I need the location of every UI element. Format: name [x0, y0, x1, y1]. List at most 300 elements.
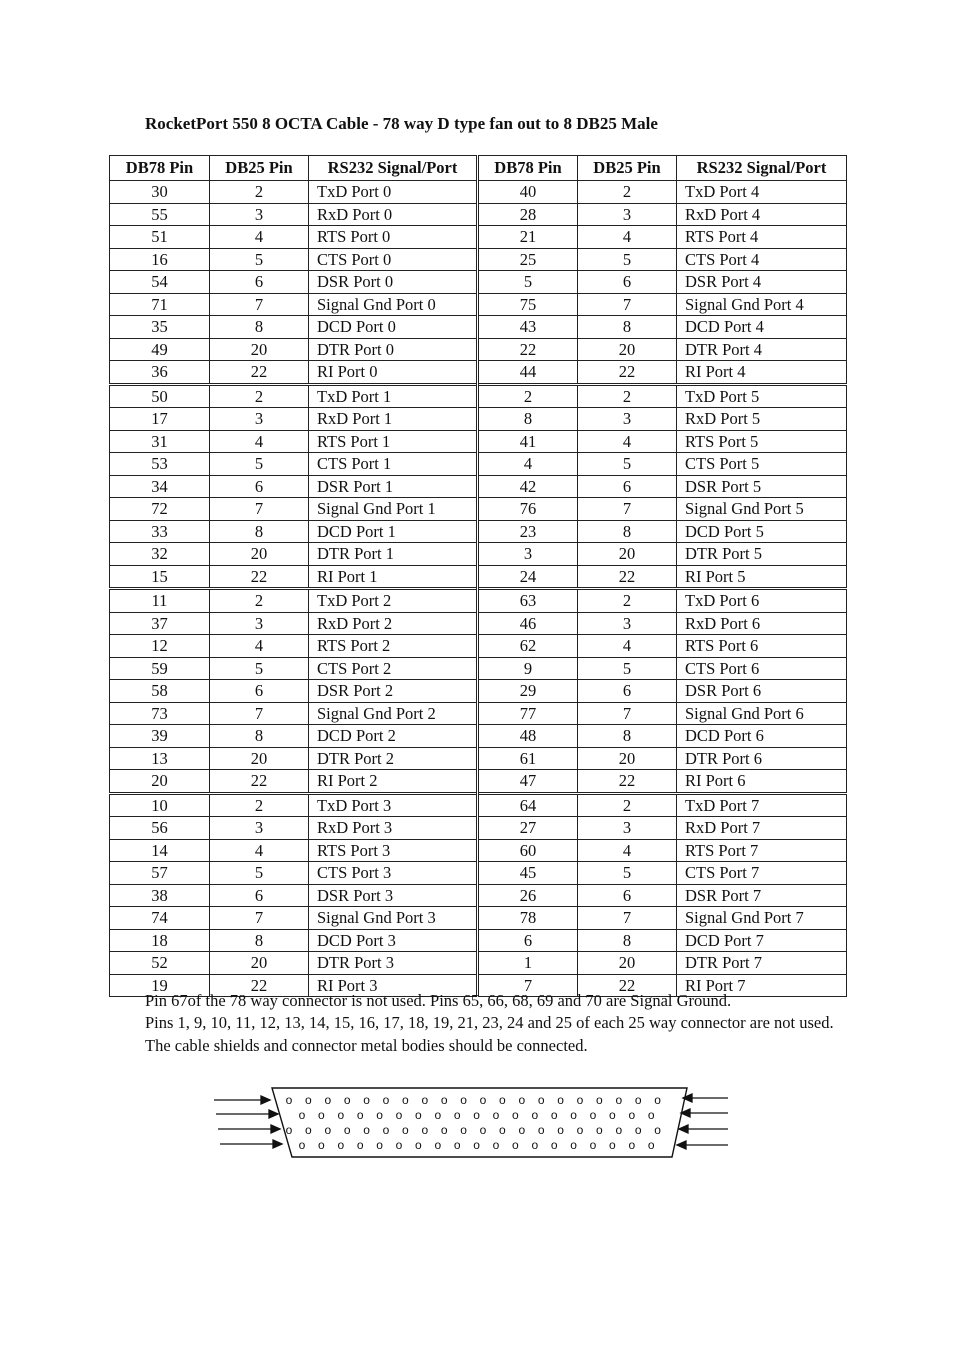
- connector-pin: o: [318, 1138, 325, 1152]
- db25-pin-cell: 6: [578, 271, 677, 294]
- table-row: [110, 725, 847, 748]
- connector-pin: o: [440, 1093, 448, 1107]
- signal-cell: DTR Port 5: [677, 543, 847, 566]
- db25-pin-cell: 8: [578, 725, 677, 748]
- db78-pin-cell: 47: [478, 770, 578, 794]
- db25-pin-cell: 22: [578, 770, 677, 794]
- db25-pin-cell: 4: [210, 430, 309, 453]
- db25-pin-cell: 5: [210, 248, 309, 271]
- table-row: [110, 203, 847, 226]
- connector-pin: o: [609, 1108, 616, 1122]
- table-row: [110, 408, 847, 431]
- signal-cell: RI Port 3: [309, 974, 478, 997]
- db78-pin-cell: 41: [478, 430, 578, 453]
- db78-pin-cell: 76: [478, 498, 578, 521]
- signal-cell: CTS Port 4: [677, 248, 847, 271]
- signal-cell: DCD Port 5: [677, 520, 847, 543]
- db25-pin-cell: 20: [578, 338, 677, 361]
- db25-pin-cell: 22: [210, 565, 309, 589]
- db25-pin-cell: 20: [210, 543, 309, 566]
- db25-pin-cell: 6: [578, 475, 677, 498]
- db25-pin-cell: 20: [578, 543, 677, 566]
- table-row: [110, 839, 847, 862]
- db78-pin-cell: 33: [110, 520, 210, 543]
- signal-cell: Signal Gnd Port 1: [309, 498, 478, 521]
- connector-pin: o: [550, 1138, 558, 1152]
- connector-pin: o: [634, 1093, 642, 1107]
- connector-pin: o: [453, 1138, 461, 1152]
- db78-pin-cell: 45: [478, 862, 578, 885]
- db25-pin-cell: 8: [578, 520, 677, 543]
- connector-pin: o: [376, 1138, 383, 1152]
- connector-pin: o: [499, 1123, 506, 1137]
- db25-pin-cell: 7: [210, 702, 309, 725]
- db78-pin-cell: 75: [478, 293, 578, 316]
- connector-pin: o: [298, 1108, 306, 1122]
- db25-pin-cell: 6: [210, 884, 309, 907]
- table-row: [110, 226, 847, 249]
- db25-pin-cell: 7: [210, 907, 309, 930]
- db25-pin-cell: 5: [578, 657, 677, 680]
- signal-cell: Signal Gnd Port 5: [677, 498, 847, 521]
- connector-pin: o: [589, 1108, 597, 1122]
- signal-cell: TxD Port 7: [677, 793, 847, 817]
- table-row: [110, 498, 847, 521]
- connector-pin: o: [531, 1108, 539, 1122]
- db78-pin-cell: 36: [110, 361, 210, 385]
- db25-pin-cell: 5: [210, 453, 309, 476]
- db78-pin-cell: 71: [110, 293, 210, 316]
- signal-cell: RI Port 6: [677, 770, 847, 794]
- arrow-head-icon: [271, 1125, 280, 1133]
- table-row: [110, 248, 847, 271]
- connector-pin: o: [570, 1138, 577, 1152]
- signal-cell: TxD Port 6: [677, 589, 847, 613]
- db25-pin-cell: 2: [578, 181, 677, 204]
- table-row: [110, 635, 847, 658]
- connector-pin: o: [363, 1123, 370, 1137]
- connector-pin: o: [453, 1108, 461, 1122]
- signal-cell: CTS Port 5: [677, 453, 847, 476]
- table-row: [110, 565, 847, 589]
- db25-pin-cell: 6: [210, 680, 309, 703]
- signal-cell: RTS Port 5: [677, 430, 847, 453]
- table-row: [110, 589, 847, 613]
- table-row: [110, 338, 847, 361]
- signal-cell: DCD Port 4: [677, 316, 847, 339]
- signal-cell: RTS Port 7: [677, 839, 847, 862]
- table-row: [110, 316, 847, 339]
- header-db78-pin: DB78 Pin: [110, 156, 210, 181]
- db78-pin-cell: 51: [110, 226, 210, 249]
- db25-pin-cell: 8: [210, 316, 309, 339]
- db78-pin-cell: 74: [110, 907, 210, 930]
- db25-pin-cell: 22: [578, 361, 677, 385]
- signal-cell: TxD Port 0: [309, 181, 478, 204]
- arrow-head-icon: [269, 1110, 278, 1118]
- db78-pin-cell: 62: [478, 635, 578, 658]
- signal-cell: DSR Port 2: [309, 680, 478, 703]
- signal-cell: CTS Port 2: [309, 657, 478, 680]
- db25-pin-cell: 6: [578, 680, 677, 703]
- db78-pin-cell: 2: [478, 384, 578, 408]
- connector-pin: o: [550, 1108, 558, 1122]
- db78-pin-cell: 38: [110, 884, 210, 907]
- signal-cell: RI Port 4: [677, 361, 847, 385]
- db25-pin-cell: 4: [578, 635, 677, 658]
- table-row: [110, 770, 847, 794]
- table-row: [110, 747, 847, 770]
- note-unused-25-pins: Pins 1, 9, 10, 11, 12, 13, 14, 15, 16, 17, 18, 19, 21, 23, 24 and 25 of each 25 way connector are not used.: [145, 1013, 834, 1033]
- note-unused-78-pin: Pin 67of the 78 way connector is not used. Pins 65, 66, 68, 69 and 70 are Signal Ground.: [145, 991, 732, 1010]
- db25-pin-cell: 7: [578, 702, 677, 725]
- table-row: [110, 793, 847, 817]
- signal-cell: CTS Port 0: [309, 248, 478, 271]
- db78-pin-cell: 23: [478, 520, 578, 543]
- db25-pin-cell: 8: [210, 520, 309, 543]
- connector-pins: [286, 1093, 662, 1152]
- db78-pin-cell: 1: [478, 952, 578, 975]
- db78-pin-cell: 77: [478, 702, 578, 725]
- connector-pin: o: [285, 1093, 293, 1107]
- table-row: [110, 702, 847, 725]
- db78-pin-cell: 28: [478, 203, 578, 226]
- signal-cell: RxD Port 0: [309, 203, 478, 226]
- db25-pin-cell: 20: [210, 747, 309, 770]
- connector-pin: o: [596, 1123, 603, 1137]
- table-row: [110, 612, 847, 635]
- connector-pin: o: [460, 1093, 467, 1107]
- signal-cell: RTS Port 0: [309, 226, 478, 249]
- db25-pin-cell: 8: [210, 929, 309, 952]
- signal-cell: DSR Port 0: [309, 271, 478, 294]
- db25-pin-cell: 20: [578, 952, 677, 975]
- db78-pin-cell: 43: [478, 316, 578, 339]
- db25-pin-cell: 3: [578, 612, 677, 635]
- connector-pin: o: [473, 1108, 480, 1122]
- signal-cell: DTR Port 3: [309, 952, 478, 975]
- signal-cell: DSR Port 6: [677, 680, 847, 703]
- table-row: [110, 181, 847, 204]
- signal-cell: Signal Gnd Port 3: [309, 907, 478, 930]
- db25-pin-cell: 2: [578, 589, 677, 613]
- signal-cell: RxD Port 3: [309, 817, 478, 840]
- signal-cell: DTR Port 0: [309, 338, 478, 361]
- signal-cell: DTR Port 7: [677, 952, 847, 975]
- db78-pin-cell: 53: [110, 453, 210, 476]
- signal-cell: DTR Port 2: [309, 747, 478, 770]
- db78-pin-cell: 44: [478, 361, 578, 385]
- connector-pin: o: [285, 1123, 293, 1137]
- connector-pin: o: [654, 1093, 661, 1107]
- connector-pin: o: [440, 1123, 448, 1137]
- signal-cell: TxD Port 4: [677, 181, 847, 204]
- connector-pin: o: [343, 1093, 351, 1107]
- signal-cell: DSR Port 4: [677, 271, 847, 294]
- db78-pin-cell: 63: [478, 589, 578, 613]
- db25-pin-cell: 4: [578, 839, 677, 862]
- db78-pin-cell: 30: [110, 181, 210, 204]
- signal-cell: RI Port 1: [309, 565, 478, 589]
- connector-pin: o: [576, 1123, 584, 1137]
- note-shields: The cable shields and connector metal bodies should be connected.: [145, 1035, 588, 1055]
- signal-cell: DTR Port 6: [677, 747, 847, 770]
- connector-pin: o: [589, 1138, 597, 1152]
- db25-pin-cell: 3: [578, 408, 677, 431]
- signal-cell: CTS Port 1: [309, 453, 478, 476]
- db78-pin-cell: 42: [478, 475, 578, 498]
- db78-pin-cell: 9: [478, 657, 578, 680]
- header-db25-pin: DB25 Pin: [210, 156, 309, 181]
- signal-cell: RTS Port 2: [309, 635, 478, 658]
- db25-pin-cell: 4: [210, 635, 309, 658]
- db78-pin-cell: 35: [110, 316, 210, 339]
- table-row: [110, 680, 847, 703]
- db78-pin-cell: 26: [478, 884, 578, 907]
- notes: [145, 990, 835, 1057]
- signal-cell: Signal Gnd Port 7: [677, 907, 847, 930]
- db78-pin-cell: 22: [478, 338, 578, 361]
- db78-pin-cell: 48: [478, 725, 578, 748]
- page-title: RocketPort 550 8 OCTA Cable - 78 way D type fan out to 8 DB25 Male: [145, 114, 658, 133]
- table-row: [110, 453, 847, 476]
- signal-cell: RTS Port 3: [309, 839, 478, 862]
- db25-pin-cell: 22: [578, 974, 677, 997]
- connector-pin: o: [415, 1108, 422, 1122]
- db25-pin-cell: 7: [578, 498, 677, 521]
- connector-pin: o: [570, 1108, 577, 1122]
- connector-pin: o: [434, 1108, 442, 1122]
- db78-pin-cell: 5: [478, 271, 578, 294]
- connector-pin: o: [305, 1123, 312, 1137]
- connector-pin: o: [337, 1138, 345, 1152]
- connector-pin: o: [343, 1123, 351, 1137]
- db25-pin-cell: 8: [578, 929, 677, 952]
- db78-pin-cell: 52: [110, 952, 210, 975]
- db25-pin-cell: 3: [210, 203, 309, 226]
- db78-pin-cell: 78: [478, 907, 578, 930]
- table-row: [110, 475, 847, 498]
- connector-pin: o: [492, 1108, 500, 1122]
- db25-pin-cell: 22: [210, 361, 309, 385]
- connector-pin: o: [324, 1093, 332, 1107]
- signal-cell: DTR Port 1: [309, 543, 478, 566]
- connector-pin: o: [615, 1123, 623, 1137]
- db78-pin-cell: 13: [110, 747, 210, 770]
- signal-cell: RxD Port 2: [309, 612, 478, 635]
- signal-cell: Signal Gnd Port 2: [309, 702, 478, 725]
- db25-pin-cell: 4: [210, 226, 309, 249]
- db25-pin-cell: 5: [210, 862, 309, 885]
- db78-pin-cell: 61: [478, 747, 578, 770]
- db78-pin-cell: 40: [478, 181, 578, 204]
- signal-cell: RTS Port 1: [309, 430, 478, 453]
- arrow-head-icon: [679, 1125, 688, 1133]
- db25-pin-cell: 20: [210, 952, 309, 975]
- db78-pin-cell: 3: [478, 543, 578, 566]
- db25-pin-cell: 5: [578, 862, 677, 885]
- signal-cell: DCD Port 0: [309, 316, 478, 339]
- db25-pin-cell: 3: [578, 203, 677, 226]
- connector-pin: o: [512, 1138, 519, 1152]
- signal-cell: DCD Port 6: [677, 725, 847, 748]
- db78-pin-cell: 49: [110, 338, 210, 361]
- connector-pin: o: [421, 1123, 429, 1137]
- connector-pin: o: [596, 1093, 603, 1107]
- signal-cell: DCD Port 2: [309, 725, 478, 748]
- db78-pin-cell: 24: [478, 565, 578, 589]
- connector-pin: o: [609, 1138, 616, 1152]
- db78-pin-cell: 37: [110, 612, 210, 635]
- signal-cell: TxD Port 3: [309, 793, 478, 817]
- connector-pin: o: [382, 1123, 390, 1137]
- connector-pin: o: [537, 1123, 545, 1137]
- signal-cell: DSR Port 7: [677, 884, 847, 907]
- connector-pin: o: [557, 1093, 564, 1107]
- db25-pin-cell: 2: [210, 384, 309, 408]
- table-row: [110, 817, 847, 840]
- table-row: [110, 384, 847, 408]
- db25-pin-cell: 6: [210, 271, 309, 294]
- signal-cell: Signal Gnd Port 6: [677, 702, 847, 725]
- db25-pin-cell: 2: [578, 384, 677, 408]
- signal-cell: RxD Port 4: [677, 203, 847, 226]
- connector-pin: o: [531, 1138, 539, 1152]
- connector-pin: o: [499, 1093, 506, 1107]
- connector-pin: o: [654, 1123, 661, 1137]
- signal-cell: RTS Port 6: [677, 635, 847, 658]
- db78-pin-cell: 16: [110, 248, 210, 271]
- connector-pin: o: [298, 1138, 306, 1152]
- signal-cell: DTR Port 4: [677, 338, 847, 361]
- db78-pin-cell: 15: [110, 565, 210, 589]
- pinout-table: [109, 155, 847, 997]
- connector-pin: o: [615, 1093, 623, 1107]
- connector-pin: o: [518, 1123, 526, 1137]
- signal-cell: RxD Port 1: [309, 408, 478, 431]
- table-row: [110, 952, 847, 975]
- signal-cell: DCD Port 3: [309, 929, 478, 952]
- connector-pin: o: [324, 1123, 332, 1137]
- db25-pin-cell: 5: [578, 453, 677, 476]
- header-db25-pin: DB25 Pin: [578, 156, 677, 181]
- table-row: [110, 884, 847, 907]
- table-row: [110, 929, 847, 952]
- connector-pin: o: [402, 1093, 409, 1107]
- db78-pin-cell: 39: [110, 725, 210, 748]
- connector-pin: o: [395, 1108, 403, 1122]
- signal-cell: DCD Port 7: [677, 929, 847, 952]
- connector-pin: o: [557, 1123, 564, 1137]
- db25-pin-cell: 5: [210, 657, 309, 680]
- db78-pin-cell: 25: [478, 248, 578, 271]
- connector-pin: o: [460, 1123, 467, 1137]
- db78-pin-cell: 29: [478, 680, 578, 703]
- db25-pin-cell: 3: [210, 817, 309, 840]
- db78-pin-cell: 50: [110, 384, 210, 408]
- db25-pin-cell: 3: [210, 612, 309, 635]
- db78-pin-cell: 64: [478, 793, 578, 817]
- connector-pin: o: [356, 1108, 364, 1122]
- db25-pin-cell: 8: [578, 316, 677, 339]
- table-row: [110, 657, 847, 680]
- table-row: [110, 430, 847, 453]
- arrow-head-icon: [677, 1141, 686, 1149]
- connector-pin: o: [537, 1093, 545, 1107]
- connector-pin: o: [628, 1138, 636, 1152]
- db25-pin-cell: 2: [210, 793, 309, 817]
- db25-pin-cell: 22: [578, 565, 677, 589]
- connector-pin: o: [518, 1093, 526, 1107]
- header-rs232-signal: RS232 Signal/Port: [677, 156, 847, 181]
- db25-pin-cell: 7: [578, 907, 677, 930]
- connector-pin: o: [434, 1138, 442, 1152]
- db78-pin-cell: 18: [110, 929, 210, 952]
- db78-pin-cell: 57: [110, 862, 210, 885]
- db25-pin-cell: 20: [578, 747, 677, 770]
- arrow-head-icon: [273, 1140, 282, 1148]
- db78-pin-cell: 46: [478, 612, 578, 635]
- connector-pin: o: [512, 1108, 519, 1122]
- signal-cell: CTS Port 7: [677, 862, 847, 885]
- signal-cell: RxD Port 6: [677, 612, 847, 635]
- db78-pin-cell: 20: [110, 770, 210, 794]
- signal-cell: Signal Gnd Port 4: [677, 293, 847, 316]
- signal-cell: CTS Port 6: [677, 657, 847, 680]
- db78-pin-cell: 72: [110, 498, 210, 521]
- signal-cell: RI Port 2: [309, 770, 478, 794]
- connector-pin: o: [382, 1093, 390, 1107]
- db25-pin-cell: 2: [210, 181, 309, 204]
- table-header-row: [110, 156, 847, 181]
- signal-cell: RI Port 0: [309, 361, 478, 385]
- db78-pin-cell: 55: [110, 203, 210, 226]
- db78-pin-cell: 73: [110, 702, 210, 725]
- connector-pin: o: [395, 1138, 403, 1152]
- table-row: [110, 520, 847, 543]
- arrow-head-icon: [261, 1096, 270, 1104]
- table-row: [110, 907, 847, 930]
- signal-cell: RI Port 7: [677, 974, 847, 997]
- db78-pin-cell: 56: [110, 817, 210, 840]
- table-row: [110, 293, 847, 316]
- db25-pin-cell: 4: [578, 430, 677, 453]
- db25-pin-cell: 4: [210, 839, 309, 862]
- connector-pin: o: [479, 1123, 487, 1137]
- db78-pin-cell: 14: [110, 839, 210, 862]
- connector-pin: o: [376, 1108, 383, 1122]
- pinout-table-body: [110, 181, 847, 997]
- signal-cell: RxD Port 7: [677, 817, 847, 840]
- signal-cell: DSR Port 1: [309, 475, 478, 498]
- db78-connector-diagram: [210, 1085, 735, 1165]
- db25-pin-cell: 22: [210, 770, 309, 794]
- db25-pin-cell: 2: [210, 589, 309, 613]
- connector-pin: o: [363, 1093, 370, 1107]
- signal-cell: DCD Port 1: [309, 520, 478, 543]
- db78-pin-cell: 17: [110, 408, 210, 431]
- connector-pin: o: [473, 1138, 480, 1152]
- connector-pin: o: [421, 1093, 429, 1107]
- db78-pin-cell: 10: [110, 793, 210, 817]
- db78-pin-cell: 21: [478, 226, 578, 249]
- connector-pin: o: [634, 1123, 642, 1137]
- connector-pin: o: [415, 1138, 422, 1152]
- db78-pin-cell: 58: [110, 680, 210, 703]
- connector-pin: o: [647, 1108, 655, 1122]
- connector-pin: o: [647, 1138, 655, 1152]
- signal-cell: CTS Port 3: [309, 862, 478, 885]
